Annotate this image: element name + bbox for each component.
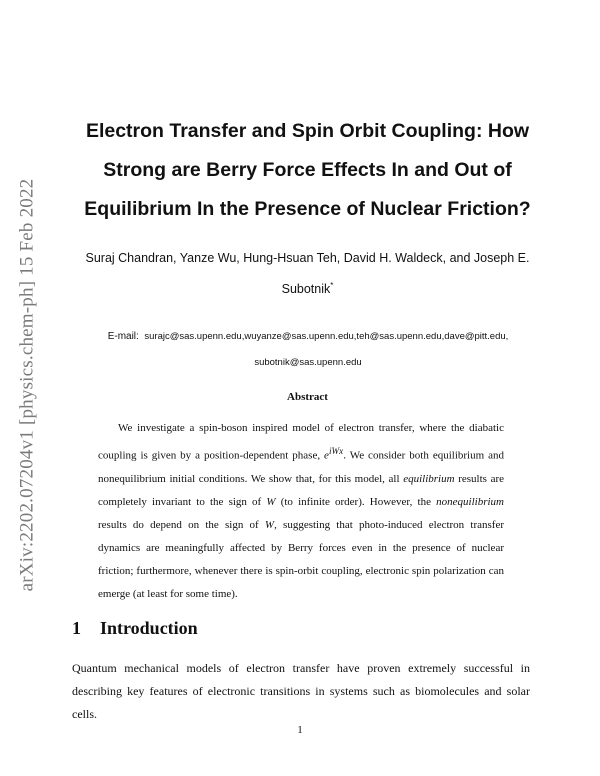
author-list — [70, 245, 545, 303]
variable-w: W — [264, 518, 275, 531]
abstract-heading: Abstract — [287, 391, 328, 403]
abstract-body — [98, 417, 504, 606]
arxiv-identifier-stamp — [14, 170, 40, 600]
corresponding-author-mark: * — [330, 281, 334, 290]
abstract-text-1: We investigate a spin-boson inspired model of electron transfer, where the diabatic coupling is given by a position-dependent phase, — [98, 422, 504, 462]
abstract-italic-nonequilibrium: nonequilibrium — [436, 495, 504, 508]
arxiv-stamp-text: arXiv:2202.07204v1 [physics.chem-ph] 15 Feb 2022 — [16, 178, 38, 592]
formula-base: e — [324, 449, 329, 462]
abstract-text-5: results do depend on the sign of — [98, 518, 265, 531]
paper-title: Electron Transfer and Spin Orbit Coupling: How Strong are Berry Force Effects In and Out of Equilibrium In the Presence of Nuclear Friction? — [84, 120, 531, 220]
email-label: E-mail: — [107, 331, 139, 342]
abstract-text-3: results are completely invariant to the sign of — [98, 472, 504, 508]
email-line — [78, 324, 538, 376]
email-addresses: surajc@sas.upenn.edu,wuyanze@sas.upenn.edu,teh@sas.upenn.edu,dave@pitt.edu, subotnik@sas.upenn.edu — [144, 331, 509, 368]
page-number: 1 — [297, 724, 303, 736]
introduction-paragraph: Quantum mechanical models of electron transfer have proven extremely successful in describing key features of electronic transitions in systems such as biomolecules and solar cells. — [72, 661, 530, 721]
formula-exponent: iWx — [328, 446, 344, 456]
abstract-text-6: , suggesting that photo-induced electron transfer dynamics are meaningfully affected by Berry forces even in the presence of nuclear friction; furthermore, whenever there is spin-orbit coupling, electronic spin polarization can emerge (at least for some time). — [98, 518, 504, 600]
abstract-text-2: . We consider both equilibrium and nonequilibrium initial conditions. We show that, for this model, all — [98, 449, 504, 485]
section-heading — [72, 618, 198, 639]
section-number: 1 — [72, 618, 81, 638]
author-names: Suraj Chandran, Yanze Wu, Hung-Hsuan Teh, David H. Waldeck, and Joseph E. Subotnik — [85, 251, 530, 297]
abstract-text-4: (to infinite order). However, the — [275, 495, 437, 508]
abstract-italic-equilibrium: equilibrium — [403, 472, 455, 485]
section-title: Introduction — [100, 618, 198, 638]
variable-w: W — [266, 495, 276, 508]
